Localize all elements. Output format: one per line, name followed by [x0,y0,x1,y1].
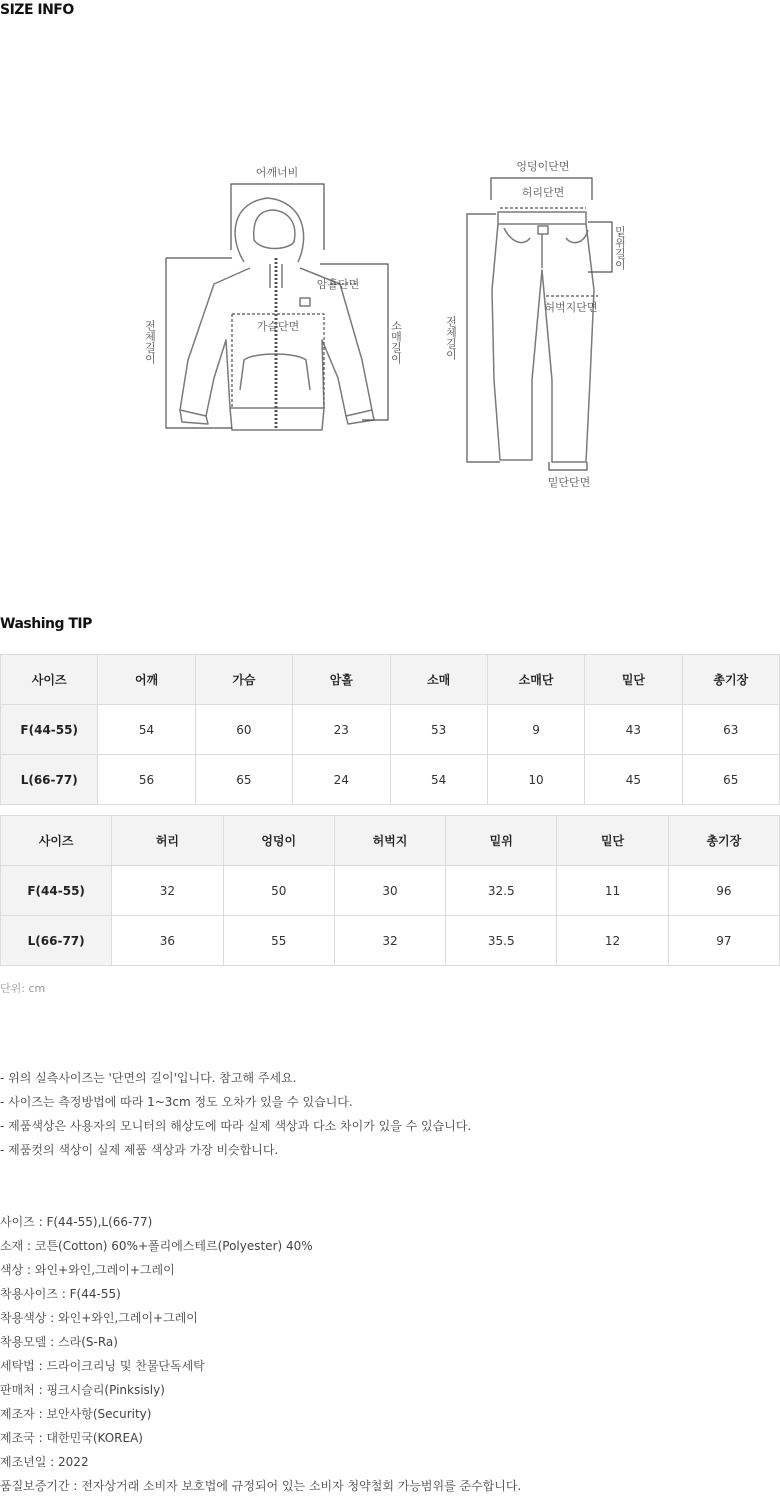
table-header-row [1,816,780,866]
header-cell: 소매단 [487,655,584,705]
table-cell: 45 [585,755,682,805]
header-cell: 허벅지 [334,816,445,866]
label-thigh: 허벅지단면 [544,301,598,314]
size-diagram [0,140,780,500]
table-cell: 65 [195,755,292,805]
header-cell: 허리 [112,816,223,866]
table-cell: 9 [487,705,584,755]
header-cell: 총기장 [668,816,779,866]
header-cell: 총기장 [682,655,779,705]
info-line: 세탁법 : 드라이크리닝 및 찬물단독세탁 [0,1359,205,1373]
note-line: - 제품색상은 사용자의 모니터의 해상도에 따라 실제 색상과 다소 차이가 있을 수 있습니다. [0,1119,472,1133]
pants-measure-lines [467,178,612,470]
table-cell: 55 [223,916,334,966]
info-line: 소재 : 코튼(Cotton) 60%+폴리에스테르(Polyester) 40% [0,1239,313,1253]
row-header-cell: L(66-77) [1,916,112,966]
label-rise: 밑위길이 [613,226,627,270]
table-cell: 36 [112,916,223,966]
table-cell: 35.5 [446,916,557,966]
table-cell: 11 [557,866,668,916]
table-cell: 24 [293,755,390,805]
header-cell: 소매 [390,655,487,705]
table-cell: 54 [98,705,195,755]
info-line: 사이즈 : F(44-55),L(66-77) [0,1215,153,1229]
label-hem: 밑단단면 [547,476,591,489]
header-cell: 밑위 [446,816,557,866]
label-armhole: 암홀단면 [316,278,360,291]
table-row [1,755,780,805]
table-header-row [1,655,780,705]
row-header-cell: F(44-55) [1,705,98,755]
table-cell: 96 [668,866,779,916]
table-cell: 97 [668,916,779,966]
label-chest: 가슴단면 [256,320,300,333]
unit-note: 단위: cm [0,982,46,995]
label-total-length-top: 전체길이 [143,320,157,364]
note-line: - 사이즈는 측정방법에 따라 1~3cm 정도 오차가 있을 수 있습니다. [0,1095,353,1109]
table-row [1,916,780,966]
row-header-cell: L(66-77) [1,755,98,805]
table-cell: 32 [334,916,445,966]
header-cell: 사이즈 [1,655,98,705]
header-cell: 엉덩이 [223,816,334,866]
product-info [0,1210,521,1498]
info-line: 착용색상 : 와인+와인,그레이+그레이 [0,1311,198,1325]
size-info-heading: SIZE INFO [0,2,74,18]
pants-illustration [492,212,594,462]
row-header-cell: F(44-55) [1,866,112,916]
table-cell: 23 [293,705,390,755]
info-line: 제조국 : 대한민국(KOREA) [0,1431,143,1445]
size-notes [0,1066,471,1162]
table-cell: 30 [334,866,445,916]
top-size-table [0,654,780,805]
info-line: 착용사이즈 : F(44-55) [0,1287,121,1301]
header-cell: 밑단 [585,655,682,705]
table-cell: 32.5 [446,866,557,916]
info-line: 착용모델 : 스라(S-Ra) [0,1335,118,1349]
table-cell: 60 [195,705,292,755]
table-cell: 43 [585,705,682,755]
table-row [1,866,780,916]
table-cell: 65 [682,755,779,805]
table-cell: 12 [557,916,668,966]
label-waist: 허리단면 [521,186,565,199]
label-total-length-pants: 전체길이 [444,316,458,360]
table-cell: 50 [223,866,334,916]
table-cell: 63 [682,705,779,755]
header-cell: 사이즈 [1,816,112,866]
info-line: 제조자 : 보안사항(Security) [0,1407,152,1421]
table-cell: 32 [112,866,223,916]
header-cell: 밑단 [557,816,668,866]
label-sleeve-length: 소매길이 [389,320,403,364]
washing-tip-heading: Washing TIP [0,616,92,632]
note-line: - 위의 실측사이즈는 '단면의 길이'입니다. 참고해 주세요. [0,1071,297,1085]
header-cell: 어깨 [98,655,195,705]
info-line: 품질보증기간 : 전자상거래 소비자 보호법에 규정되어 있는 소비자 청약철회 가능범위를 준수합니다. [0,1479,522,1493]
label-shoulder: 어깨너비 [255,166,299,179]
header-cell: 가슴 [195,655,292,705]
table-cell: 54 [390,755,487,805]
table-cell: 56 [98,755,195,805]
header-cell: 암홀 [293,655,390,705]
table-cell: 10 [487,755,584,805]
pants-size-table [0,815,780,966]
table-row [1,705,780,755]
info-line: 제조년일 : 2022 [0,1455,89,1469]
info-line: 판매처 : 핑크시슬리(Pinksisly) [0,1383,165,1397]
note-line: - 제품컷의 색상이 실제 제품 색상과 가장 비슷합니다. [0,1143,279,1157]
info-line: 색상 : 와인+와인,그레이+그레이 [0,1263,175,1277]
table-cell: 53 [390,705,487,755]
label-hip: 엉덩이단면 [516,160,570,173]
